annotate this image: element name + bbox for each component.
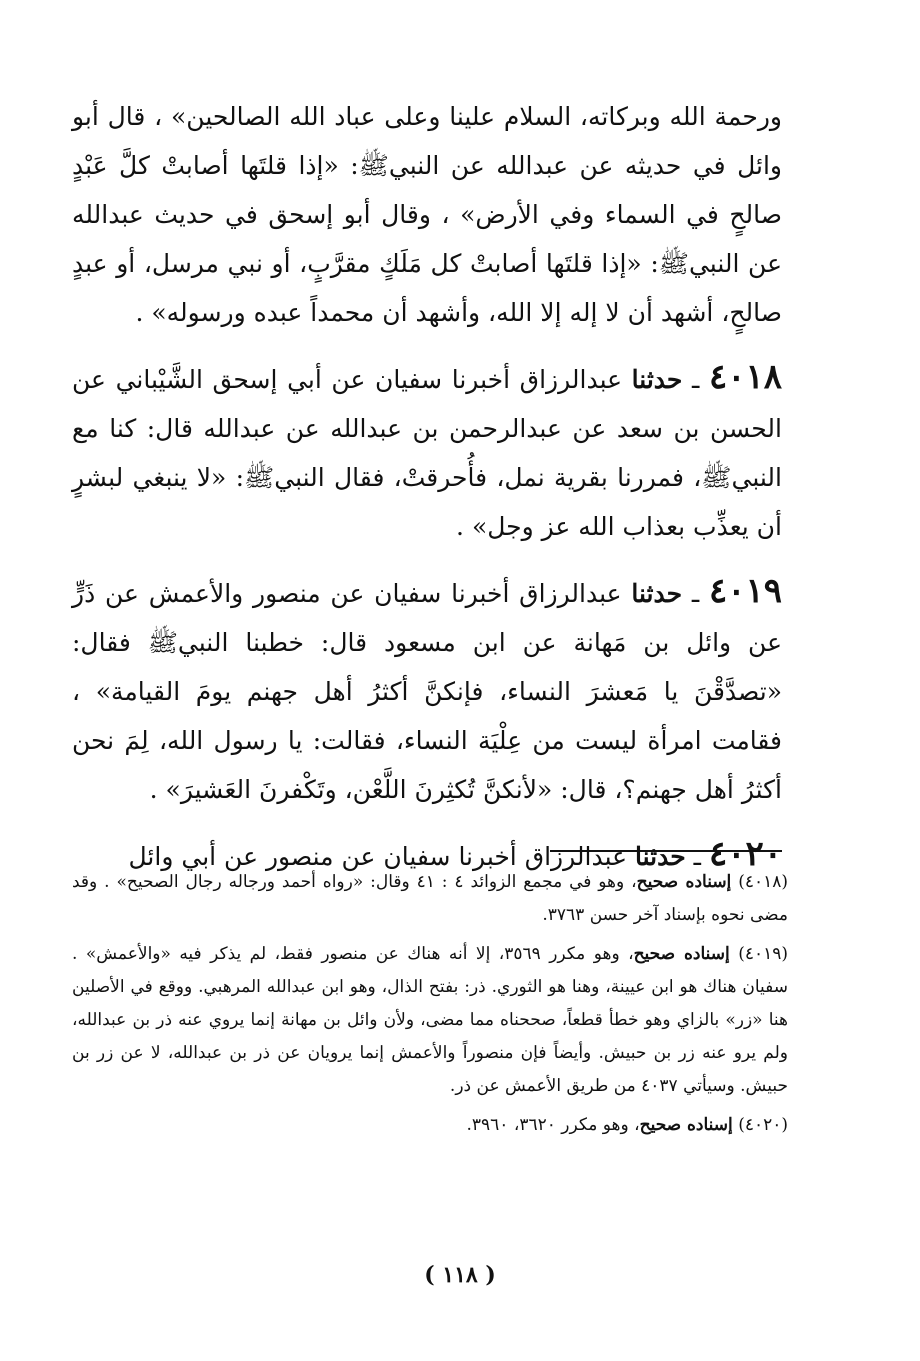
footnote-lead: إسناده صحيح bbox=[636, 872, 732, 892]
hadith-number: ٤٠١٨ bbox=[708, 357, 782, 397]
footnote-4020 bbox=[72, 1109, 788, 1142]
footnote-lead: إسناده صحيح bbox=[639, 1115, 733, 1135]
footnote-ref: (٤٠١٩) bbox=[738, 944, 789, 964]
hadith-number: ٤٠١٩ bbox=[708, 571, 782, 611]
footnote-lead: إسناده صحيح bbox=[633, 944, 730, 964]
hadith-lead-word: حدثنا bbox=[635, 842, 686, 871]
hadith-separator: ـ bbox=[693, 842, 701, 871]
hadith-lead-word: حدثنا bbox=[631, 579, 683, 608]
hadith-lead-word: حدثنا bbox=[631, 365, 683, 394]
intro-paragraph: ورحمة الله وبركاته، السلام علينا وعلى عباد الله الصالحين» ، قال أبو وائل في حديثه عن عبدالله عن النبيﷺ: «إذا قلتَها أصابتْ كلَّ عَبْدٍ صالحٍ في السماء وفي الأرض» ، وقال أبو إسحق في حديث عبدالله عن النبيﷺ: «إذا قلتَها أصابتْ كل مَلَكٍ مقرَّبٍ، أو نبي مرسل، أو عبدٍ صالحٍ، أشهد أن لا إله إلا الله، وأشهد أن محمداً عبده ورسوله» . bbox=[72, 102, 782, 327]
hadith-4019 bbox=[72, 567, 782, 814]
footnote-ref: (٤٠١٨) bbox=[738, 872, 789, 892]
footnotes bbox=[72, 866, 788, 1148]
hadith-number: ٤٠٢٠ bbox=[708, 834, 782, 874]
hadith-separator: ـ bbox=[691, 365, 700, 394]
hadith-separator: ـ bbox=[691, 579, 700, 608]
main-text bbox=[72, 92, 782, 897]
footnote-text: ، وهو مكرر ٣٥٦٩، إلا أنه هناك عن منصور فقط، لم يذكر فيه «والأعمش» . سفيان هناك هو ابن عيينة، وهنا هو الثوري. ذر: بفتح الذال، وهو ابن عبدالله المرهبي. ووقع في الأصلين هنا «زر» بالزاي وهو خطأ قطعاً، صححناه مما مضى، ولأن وائل بن مهانة إنما يروي عنه ذر بن عبدالله، ولم يرو عنه زر بن حبيش. وأيضاً فإن منصوراً والأعمش إنما يرويان عن ذر بن عبدالله، لا عن زر بن حبيش. وسيأتي ٤٠٣٧ من طريق الأعمش عن ذر. bbox=[72, 944, 788, 1096]
hadith-text: عبدالرزاق أخبرنا سفيان عن منصور عن أبي وائل bbox=[128, 842, 628, 871]
footnote-text: ، وهو في مجمع الزوائد ٤ : ٤١ وقال: «رواه أحمد ورجاله رجال الصحيح» . وقد مضى نحوه بإسناد آخر حسن ٣٧٦٣. bbox=[72, 872, 788, 925]
footnote-ref: (٤٠٢٠) bbox=[738, 1115, 788, 1135]
footnote-4018 bbox=[72, 866, 788, 932]
page-number: ( ١١٨ ) bbox=[424, 1262, 496, 1288]
footnote-4019 bbox=[72, 938, 788, 1103]
hadith-4018 bbox=[72, 353, 782, 551]
footnote-divider bbox=[550, 850, 782, 852]
footnote-text: ، وهو مكرر ٣٦٢٠، ٣٩٦٠. bbox=[466, 1115, 640, 1135]
hadith-text: عبدالرزاق أخبرنا سفيان عن منصور والأعمش عن ذَرٍّ عن وائل بن مَهانة عن ابن مسعود قال: خطبنا النبيﷺ فقال: «تصدَّقْنَ يا مَعشرَ النساء، فإنكنَّ أكثرُ أهل جهنم يومَ القيامة» ، فقامت امرأة ليست من عِلْيَة النساء، فقالت: يا رسول الله، لِمَ نحن أكثرُ أهل جهنم؟، قال: «لأنكنَّ تُكثِرنَ اللَّعْن، وتَكْفرنَ العَشيرَ» . bbox=[72, 579, 782, 804]
hadith-text: عبدالرزاق أخبرنا سفيان عن أبي إسحق الشَّيْباني عن الحسن بن سعد عن عبدالرحمن بن عبدالله عن عبدالله قال: كنا مع النبيﷺ، فمررنا بقرية نمل، فأُحرقتْ، فقال النبيﷺ: «لا ينبغي لبشرٍ أن يعذِّب بعذاب الله عز وجل» . bbox=[72, 365, 782, 541]
